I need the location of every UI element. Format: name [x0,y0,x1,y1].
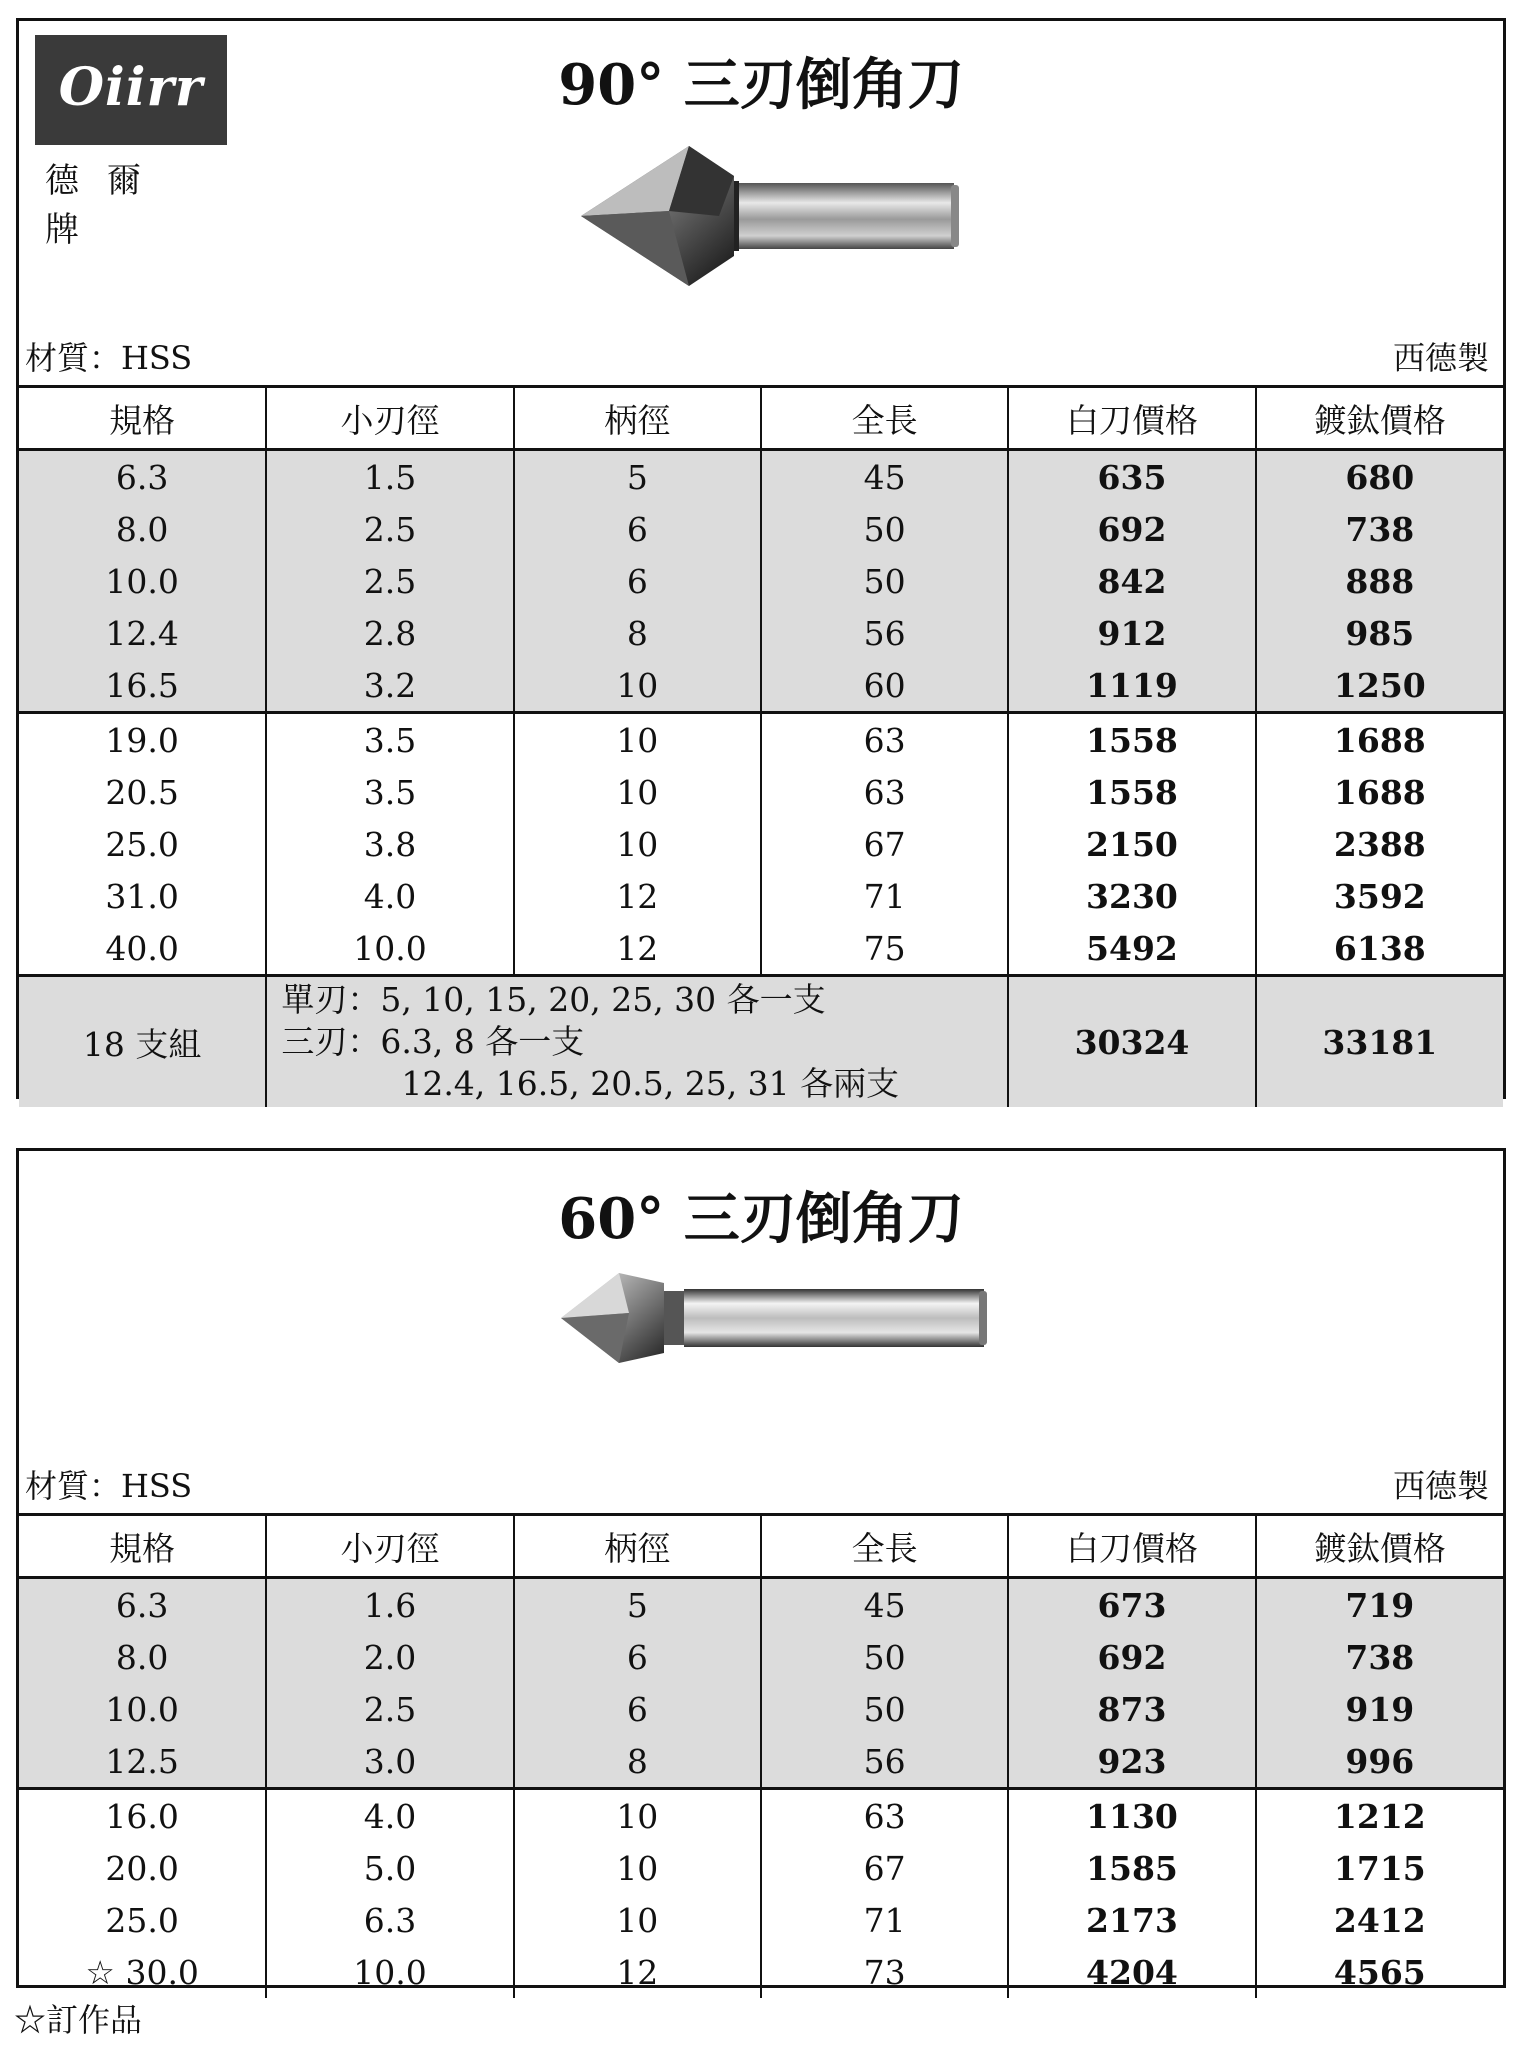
cell-tin-price: 1250 [1256,659,1503,713]
cell-white-price: 2150 [1008,818,1255,870]
set-line-single: 單刃：5, 10, 15, 20, 25, 30 各一支 [281,980,826,1019]
custom-order-note: ☆訂作品 [14,2001,143,2039]
material-label: 材質：HSS [25,339,193,377]
col-spec: 規格 [19,1515,266,1578]
cell-tin-price: 2412 [1256,1894,1503,1946]
cell-shank-diameter: 5 [514,1578,761,1632]
cell-small-diameter: 3.0 [266,1735,513,1789]
cell-length: 50 [761,503,1008,555]
cell-length: 50 [761,1683,1008,1735]
cell-shank-diameter: 10 [514,659,761,713]
origin-label: 西德製 [1392,1467,1489,1505]
logo-text: Oiirr [58,57,204,118]
cell-small-diameter: 3.8 [266,818,513,870]
cell-shank-diameter: 10 [514,818,761,870]
cell-length: 63 [761,1789,1008,1843]
cell-length: 63 [761,766,1008,818]
cell-length: 75 [761,922,1008,976]
cell-spec: 31.0 [105,876,179,916]
cell-small-diameter: 1.5 [266,450,513,504]
cell-shank-diameter: 10 [514,713,761,767]
brand-chinese-name: 德爾牌 [45,161,169,250]
col-white-price: 白刀價格 [1008,1515,1255,1578]
col-total-length: 全長 [761,387,1008,450]
cell-small-diameter: 1.6 [266,1578,513,1632]
product-title: 60° 三刃倒角刀 [558,1186,964,1252]
section-header [19,21,1503,385]
table-row [19,659,1503,713]
cell-spec: 10.0 [19,1683,266,1735]
cell-length: 45 [761,1578,1008,1632]
cell-spec: 8.0 [19,1631,266,1683]
cell-spec: 10.0 [19,555,266,607]
table-row [19,1894,1503,1946]
section-header [19,1151,1503,1513]
set-white-price: 30324 [1008,976,1255,1108]
cell-small-diameter: 5.0 [266,1842,513,1894]
cell-white-price: 923 [1008,1735,1255,1789]
product-title: 90° 三刃倒角刀 [558,52,964,118]
cell-spec: 6.3 [19,450,266,504]
cell-spec: 25.0 [105,824,179,864]
cell-spec: ☆ 30.0 [85,1952,199,1992]
cell-shank-diameter: 10 [514,1789,761,1843]
col-total-length: 全長 [761,1515,1008,1578]
cell-tin-price: 1688 [1256,766,1503,818]
cell-small-diameter: 2.5 [266,503,513,555]
cell-tin-price: 996 [1256,1735,1503,1789]
cell-small-diameter: 2.0 [266,1631,513,1683]
material-label: 材質：HSS [25,1467,193,1505]
cell-small-diameter: 3.5 [266,713,513,767]
cell-small-diameter: 2.5 [266,555,513,607]
cell-shank-diameter: 6 [514,1631,761,1683]
cell-white-price: 2173 [1008,1894,1255,1946]
price-table [19,385,1503,1107]
cell-spec: 16.0 [19,1789,266,1843]
cell-white-price: 873 [1008,1683,1255,1735]
cell-white-price: 3230 [1008,870,1255,922]
cell-length: 71 [761,1894,1008,1946]
cell-white-price: 692 [1008,503,1255,555]
col-spec: 規格 [19,387,266,450]
cell-small-diameter: 4.0 [266,1789,513,1843]
cell-tin-price: 738 [1256,503,1503,555]
countersink-90-image [579,141,979,295]
cell-length: 56 [761,1735,1008,1789]
cell-white-price: 673 [1008,1578,1255,1632]
col-shank-diameter: 柄徑 [514,1515,761,1578]
cell-tin-price: 738 [1256,1631,1503,1683]
set-description [266,976,1008,1108]
set-row [19,976,1503,1108]
table-row [19,607,1503,659]
cell-length: 50 [761,1631,1008,1683]
cell-tin-price: 888 [1256,555,1503,607]
set-label: 18 支組 [19,976,266,1108]
cell-white-price: 692 [1008,1631,1255,1683]
cell-tin-price: 6138 [1256,922,1503,976]
cell-length: 67 [761,1842,1008,1894]
cell-spec: 40.0 [105,928,179,968]
table-row [19,450,1503,504]
cell-white-price: 1558 [1008,766,1255,818]
table-row [19,503,1503,555]
cell-spec: 19.0 [19,713,266,767]
cell-small-diameter: 3.2 [266,659,513,713]
cell-small-diameter: 4.0 [266,870,513,922]
cell-shank-diameter: 12 [514,1946,761,1998]
cell-white-price: 5492 [1008,922,1255,976]
cell-length: 71 [761,870,1008,922]
cell-tin-price: 680 [1256,450,1503,504]
set-line-triple: 三刃：6.3, 8 各一支 [281,1022,585,1061]
table-row [19,818,1503,870]
table-row [19,922,1503,976]
table-row [19,1578,1503,1632]
cell-white-price: 1558 [1008,713,1255,767]
cell-tin-price: 2388 [1256,818,1503,870]
product-section-60 [16,1148,1506,1992]
cell-tin-price: 1715 [1256,1842,1503,1894]
cell-tin-price: 3592 [1256,870,1503,922]
cell-shank-diameter: 5 [514,450,761,504]
table-row [19,1735,1503,1789]
table-header-row [19,387,1503,450]
cell-small-diameter: 2.5 [266,1683,513,1735]
cell-white-price: 4204 [1008,1946,1255,1998]
cell-tin-price: 1212 [1256,1789,1503,1843]
cell-spec: 16.5 [19,659,266,713]
table-row [19,870,1503,922]
table-row [19,1683,1503,1735]
cell-white-price: 1119 [1008,659,1255,713]
cell-length: 56 [761,607,1008,659]
cell-shank-diameter: 6 [514,503,761,555]
set-line-triple-pairs: 12.4, 16.5, 20.5, 25, 31 各兩支 [401,1064,900,1103]
cell-white-price: 842 [1008,555,1255,607]
cell-small-diameter: 10.0 [266,922,513,976]
cell-spec: 12.5 [19,1735,266,1789]
cell-length: 60 [761,659,1008,713]
col-shank-diameter: 柄徑 [514,387,761,450]
set-tin-price: 33181 [1256,976,1503,1108]
cell-small-diameter: 2.8 [266,607,513,659]
product-section-90 [16,18,1506,1103]
cell-spec: 8.0 [19,503,266,555]
cell-shank-diameter: 10 [514,766,761,818]
cell-spec: 25.0 [105,1900,179,1940]
cell-shank-diameter: 6 [514,1683,761,1735]
col-white-price: 白刀價格 [1008,387,1255,450]
cell-shank-diameter: 8 [514,607,761,659]
cell-shank-diameter: 8 [514,1735,761,1789]
price-table [19,1513,1503,1998]
cell-length: 45 [761,450,1008,504]
cell-white-price: 635 [1008,450,1255,504]
cell-white-price: 1585 [1008,1842,1255,1894]
cell-length: 50 [761,555,1008,607]
cell-shank-diameter: 12 [514,870,761,922]
table-row [19,555,1503,607]
cell-white-price: 1130 [1008,1789,1255,1843]
cell-length: 67 [761,818,1008,870]
cell-spec: 20.5 [105,772,179,812]
cell-tin-price: 1688 [1256,713,1503,767]
origin-label: 西德製 [1392,339,1489,377]
col-small-diameter: 小刃徑 [266,387,513,450]
col-tin-price: 鍍鈦價格 [1256,1515,1503,1578]
cell-shank-diameter: 10 [514,1894,761,1946]
cell-tin-price: 4565 [1256,1946,1503,1998]
cell-length: 63 [761,713,1008,767]
table-row [19,1946,1503,1998]
col-tin-price: 鍍鈦價格 [1256,387,1503,450]
cell-shank-diameter: 6 [514,555,761,607]
cell-white-price: 912 [1008,607,1255,659]
cell-small-diameter: 10.0 [266,1946,513,1998]
cell-shank-diameter: 10 [514,1842,761,1894]
cell-small-diameter: 6.3 [266,1894,513,1946]
countersink-60-image [559,1263,1019,1377]
table-row [19,713,1503,767]
cell-tin-price: 919 [1256,1683,1503,1735]
col-small-diameter: 小刃徑 [266,1515,513,1578]
table-row [19,766,1503,818]
cell-spec: 6.3 [19,1578,266,1632]
table-header-row [19,1515,1503,1578]
cell-length: 73 [761,1946,1008,1998]
cell-shank-diameter: 12 [514,922,761,976]
table-row [19,1789,1503,1843]
cell-spec: 12.4 [19,607,266,659]
cell-small-diameter: 3.5 [266,766,513,818]
cell-spec: 20.0 [105,1848,179,1888]
table-row [19,1631,1503,1683]
cell-tin-price: 985 [1256,607,1503,659]
cell-tin-price: 719 [1256,1578,1503,1632]
table-row [19,1842,1503,1894]
